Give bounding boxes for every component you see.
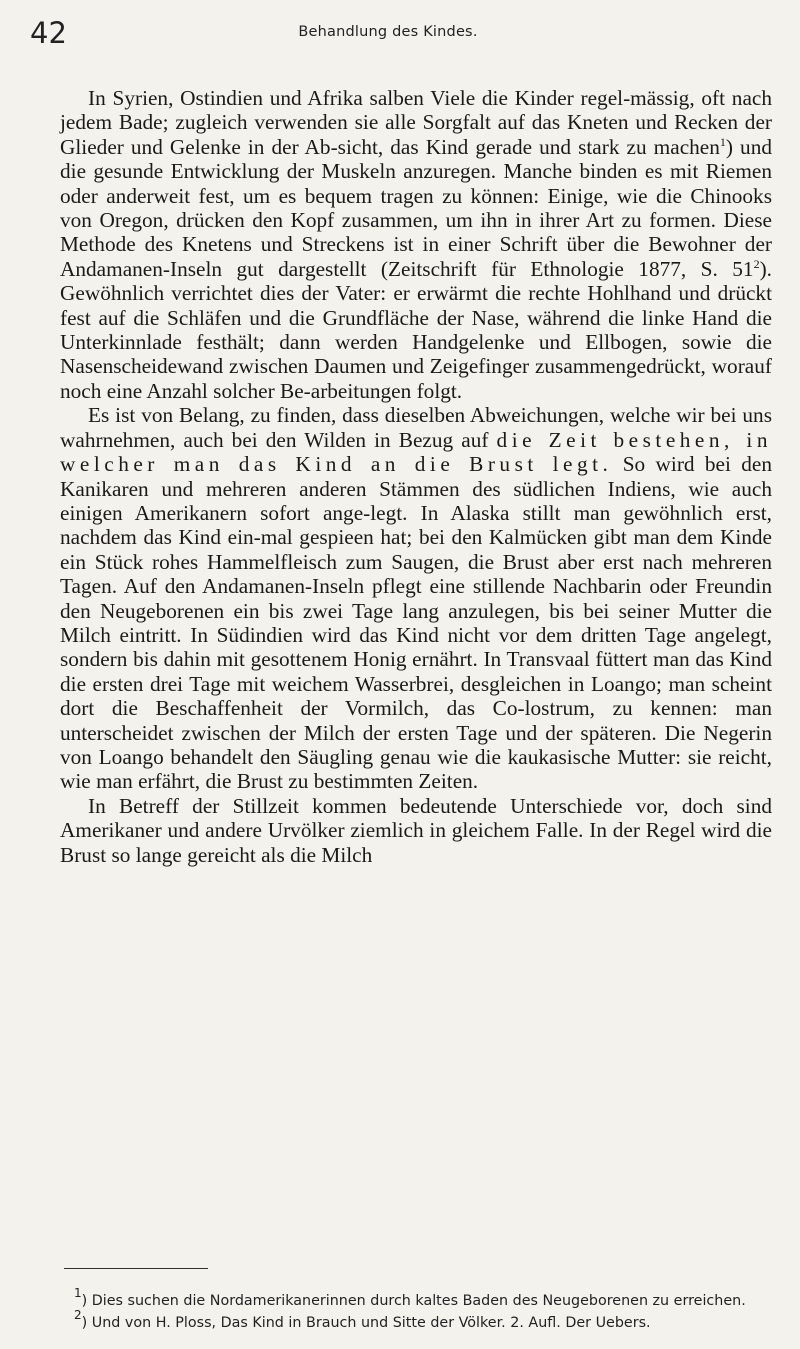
page-number: 42 [30, 16, 67, 50]
paragraph-3-text: In Betreff der Stillzeit kommen bedeutende Unterschiede vor, doch sind Amerikaner und andere Urvölker ziemlich in gleichem Falle. In der Regel wird die Brust so lange gereicht als die Milch [60, 793, 772, 867]
footnote-2-mark: 2 [74, 1308, 82, 1322]
footnote-ref-2: 2 [753, 256, 760, 271]
paragraph-2 [60, 403, 772, 794]
footnotes [60, 1286, 772, 1334]
footnote-1-mark: 1 [74, 1286, 82, 1300]
footnote-1 [60, 1286, 772, 1312]
paragraph-3 [60, 794, 772, 867]
running-head: Behandlung des Kindes. [298, 24, 478, 40]
emphasized-phrase: die Zeit bestehen, in welcher man das Kind an die Brust legt. [60, 427, 772, 477]
paragraph-2-part-2: So wird bei den Kanikaren und mehreren anderen Stämmen des südlichen Indiens, wie auch einigen Amerikanern sofort ange-legt. In Alaska stillt man gewöhnlich erst, nachdem das Kind ein-mal gespieen hat; bei den Kalmücken gibt man dem Kinde ein Stück rohes Hammelfleisch zum Saugen, die Brust aber erst nach mehreren Tagen. Auf den Andamanen-Inseln pflegt eine stillende Nachbarin oder Freundin den Neugeborenen ein bis zwei Tage lang anzulegen, bis bei seiner Mutter die Milch eintritt. In Südindien wird das Kind nicht vor dem dritten Tage angelegt, sondern bis dahin mit gesottenem Honig ernährt. In Transvaal füttert man das Kind die ersten drei Tage mit weichem Wasserbrei, desgleichen in Loango; man scheint dort die Beschaffenheit der Vormilch, das Co-lostrum, zu kennen: man unterscheidet zwischen der Milch der ersten Tage und der späteren. Die Negerin von Loango behandelt den Säugling genau wie die kaukasische Mutter: sie reicht, wie man erfährt, die Brust zu bestimmten Zeiten. [60, 452, 772, 794]
footnote-2 [60, 1308, 772, 1334]
footnote-1-text: ) Dies suchen die Nordamerikanerinnen durch kaltes Baden des Neugeborenen zu erreichen. [81, 1293, 746, 1309]
footnote-2-text: ) Und von H. Ploss, Das Kind in Brauch und Sitte der Völker. 2. Aufl. Der Uebers. [81, 1315, 651, 1331]
footnote-divider [64, 1268, 208, 1269]
footnote-ref-1: 1 [719, 134, 726, 149]
paragraph-1-part-2: ) und die gesunde Entwicklung der Muskeln anzuregen. Manche binden es mit Riemen oder anderweit fest, um es bequem tragen zu können: Einige, wie die Chinooks von Oregon, drücken den Kopf zusammen, um ihn in ihrer Art zu formen. Diese Methode des Knetens und Streckens ist in einer Schrift über die Bewohner der Andamanen-Inseln gut dargestellt (Zeitschrift für Ethnologie 1877, S. 51 [60, 134, 772, 281]
paragraph-1-part-1: In Syrien, Ostindien und Afrika salben Viele die Kinder regel-mässig, oft nach jedem Bade; zugleich verwenden sie alle Sorgfalt auf das Kneten und Recken der Glieder und Gelenke in der Ab-sicht, das Kind gerade und stark zu machen [60, 86, 772, 159]
paragraph-1-part-3: ). Gewöhnlich verrichtet dies der Vater: er erwärmt die rechte Hohlhand und drückt fest auf die Schläfen und die Grundfläche der Nase, während die linke Hand die Unterkinnlade festhält; dann werden Handgelenke und Ellbogen, sowie die Nasenscheidewand zwischen Daumen und Zeigefinger zusammengedrückt, worauf noch eine Anzahl solcher Be-arbeitungen folgt. [60, 256, 772, 403]
paragraph-1 [60, 86, 772, 403]
paragraph-2-part-1: Es ist von Belang, zu finden, dass dieselben Abweichungen, welche wir bei uns wahrnehmen, auch bei den Wilden in Bezug auf [60, 403, 772, 452]
page-header [28, 16, 748, 50]
main-text [60, 86, 772, 867]
